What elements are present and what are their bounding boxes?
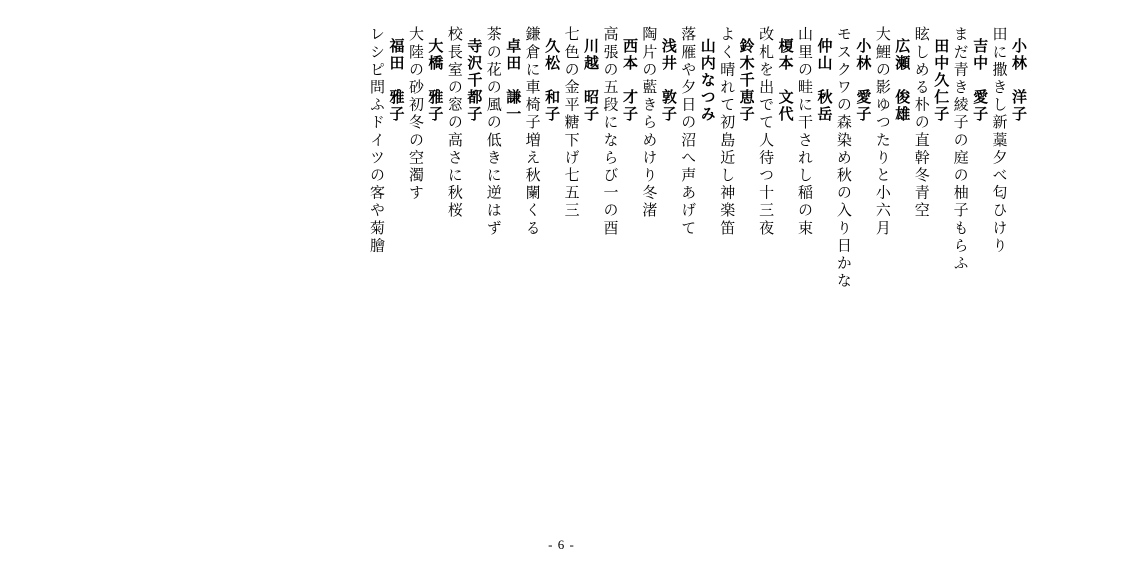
- page-number: - 6 -: [548, 537, 575, 552]
- haiku-entry: [950, 26, 989, 496]
- haiku-author: 吉中 愛子: [971, 38, 990, 123]
- haiku-verse: 七色の金平糖下げ七五三: [562, 26, 581, 220]
- haiku-entry: [989, 26, 1028, 496]
- haiku-verse: 茶の花の風の低きに逆はず: [484, 26, 503, 238]
- haiku-entry: [522, 26, 561, 496]
- haiku-verse: 改札を出でて人待つ十三夜: [757, 26, 776, 238]
- haiku-entry: [717, 26, 756, 496]
- haiku-verse: 鎌倉に車椅子増え秋闌くる: [523, 26, 542, 238]
- haiku-verse: レシピ問ふドイツの客や菊膾: [368, 26, 387, 255]
- haiku-columns: [367, 26, 1028, 496]
- haiku-entry: [444, 26, 483, 496]
- haiku-author: 西本 才子: [620, 38, 639, 123]
- haiku-verse: 大鯉の影ゆつたりと小六月: [873, 26, 892, 238]
- haiku-verse: 校長室の窓の高さに秋桜: [445, 26, 464, 220]
- haiku-author: 仲山 秋岳: [815, 38, 834, 123]
- haiku-verse: 眩しめる朴の直幹冬青空: [912, 26, 931, 220]
- haiku-entry: [600, 26, 639, 496]
- haiku-verse: 山里の畦に干されし稲の束: [796, 26, 815, 238]
- haiku-verse: 陶片の藍きらめけり冬渚: [640, 26, 659, 220]
- haiku-author: 広瀬 俊雄: [893, 38, 912, 123]
- haiku-author: 田中久仁子: [932, 38, 951, 123]
- haiku-entry: [367, 26, 406, 496]
- haiku-author: 大橋 雅子: [426, 38, 445, 123]
- haiku-entry: [795, 26, 834, 496]
- haiku-author: 榎本 文代: [776, 38, 795, 123]
- haiku-author: 寺沢千都子: [465, 38, 484, 123]
- haiku-entry: [872, 26, 911, 496]
- haiku-entry: [483, 26, 522, 496]
- haiku-author: 浅井 敦子: [659, 38, 678, 123]
- haiku-author: 卓田 謙一: [504, 38, 523, 123]
- haiku-author: 鈴木千恵子: [737, 38, 756, 123]
- haiku-entry: [639, 26, 678, 496]
- haiku-author: 福田 雅子: [387, 38, 406, 123]
- haiku-verse: 大陸の砂初冬の空濁す: [406, 26, 425, 202]
- haiku-entry: [678, 26, 717, 496]
- haiku-author: 久松 和子: [543, 38, 562, 123]
- haiku-verse: 田に撒きし新藁夕べ匂ひけり: [990, 26, 1009, 255]
- haiku-verse: まだ青き綾子の庭の柚子もらふ: [951, 26, 970, 273]
- haiku-author: 川越 昭子: [582, 38, 601, 123]
- haiku-author: 小林 愛子: [854, 38, 873, 123]
- haiku-verse: よく晴れて初島近し神楽笛: [718, 26, 737, 238]
- haiku-entry: [911, 26, 950, 496]
- haiku-verse: モスクワの森染め秋の入り日かな: [834, 26, 853, 290]
- haiku-author: 小林 洋子: [1010, 38, 1028, 123]
- haiku-entry: [561, 26, 600, 496]
- haiku-verse: 高張の五段にならび一の酉: [601, 26, 620, 238]
- haiku-entry: [833, 26, 872, 496]
- haiku-author: 山内なつみ: [698, 38, 717, 123]
- haiku-entry: [406, 26, 445, 496]
- haiku-verse: 落雁や夕日の沼へ声あげて: [679, 26, 698, 238]
- haiku-entry: [756, 26, 795, 496]
